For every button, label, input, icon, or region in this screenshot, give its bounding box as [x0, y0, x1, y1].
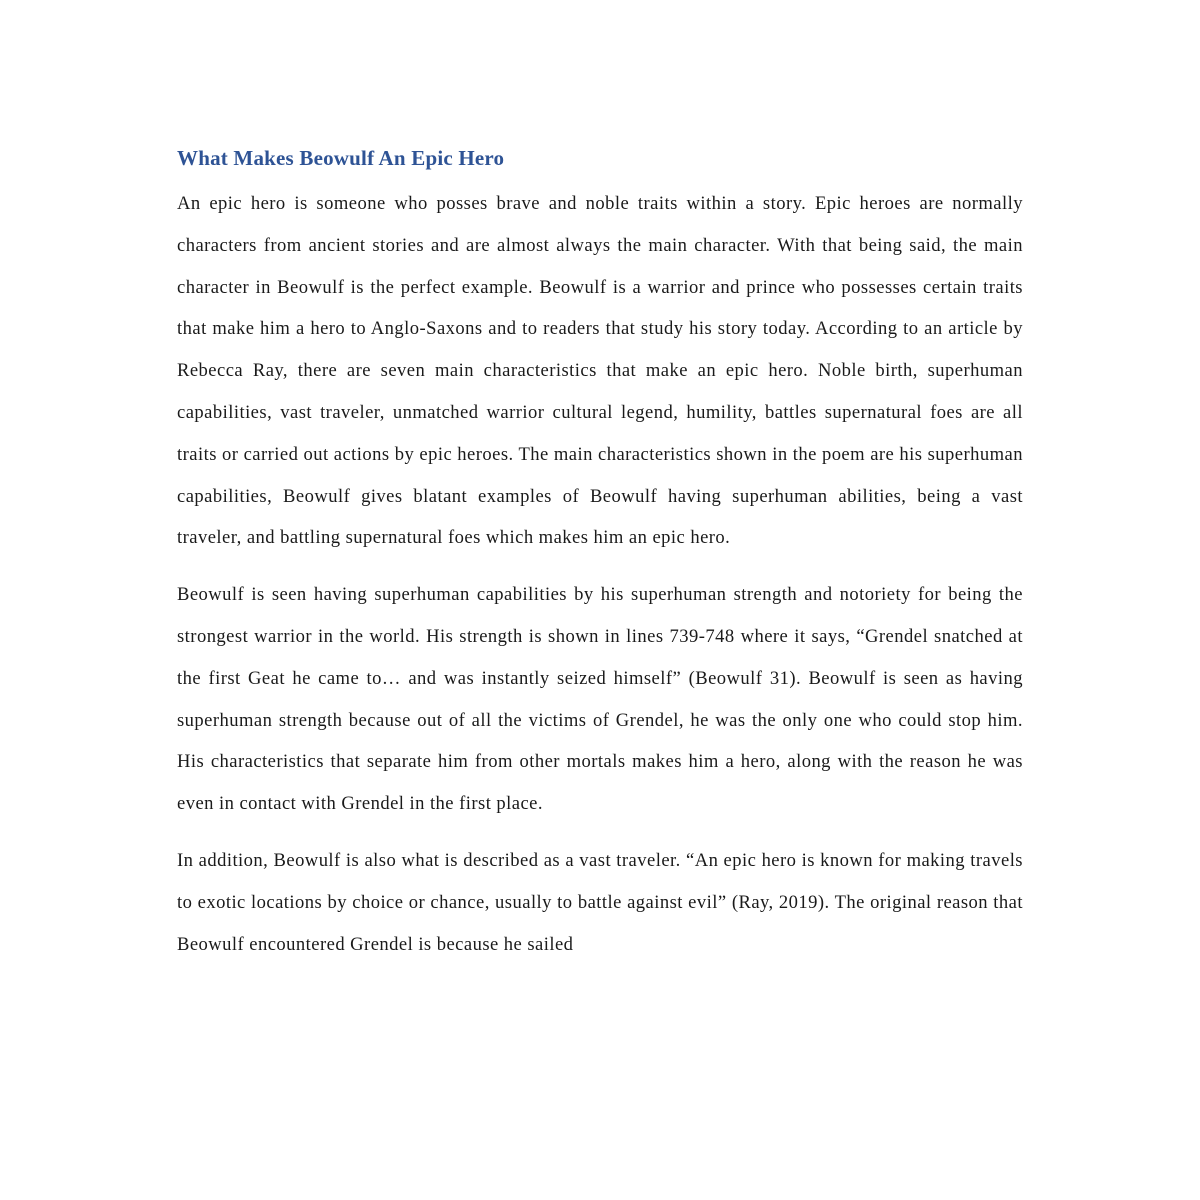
document-title: What Makes Beowulf An Epic Hero	[177, 146, 505, 170]
paragraph-intro: An epic hero is someone who posses brave and noble traits within a story. Epic heroes are normally characters from ancient stories and are almost always the main character. With that being said, the main character in Beowulf is the perfect example. Beowulf is a warrior and prince who possesses certain traits that make him a hero to Anglo-Saxons and to readers that study his story today. According to an article by Rebecca Ray, there are seven main characteristics that make an epic hero. Noble birth, superhuman capabilities, vast traveler, unmatched warrior cultural legend, humility, battles supernatural foes are all traits or carried out actions by epic heroes. The main characteristics shown in the poem are his superhuman capabilities, Beowulf gives blatant examples of Beowulf having superhuman abilities, being a vast traveler, and battling supernatural foes which makes him an epic hero.	[177, 193, 1023, 549]
document-body	[177, 142, 1023, 965]
paragraph-superhuman-capabilities: Beowulf is seen having superhuman capabilities by his superhuman strength and notoriety for being the strongest warrior in the world. His strength is shown in lines 739-748 where it says, “Grendel snatched at the first Geat he came to… and was instantly seized himself” (Beowulf 31). Beowulf is seen as having superhuman strength because out of all the victims of Grendel, he was the only one who could stop him. His characteristics that separate him from other mortals makes him a hero, along with the reason he was even in contact with Grendel in the first place.	[177, 584, 1023, 815]
paragraph-vast-traveler: In addition, Beowulf is also what is described as a vast traveler. “An epic hero is known for making travels to exotic locations by choice or chance, usually to battle against evil” (Ray, 2019). The original reason that Beowulf encountered Grendel is because he sailed	[177, 849, 1023, 955]
